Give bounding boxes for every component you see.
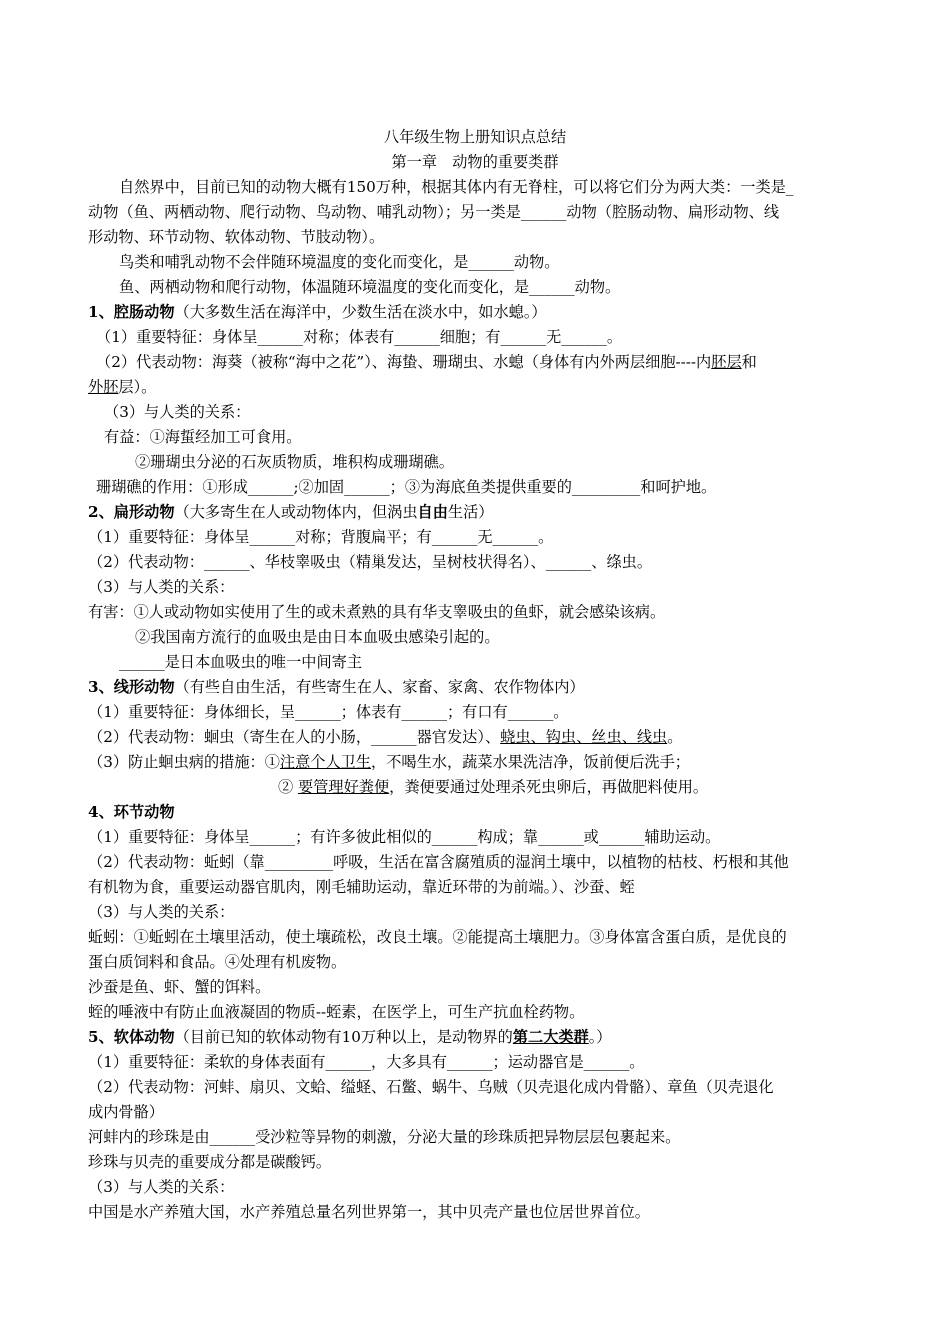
underlined-text: 蛲虫、钩虫、丝虫、线虫 [500, 728, 668, 746]
section-heading-roundworm [88, 677, 585, 697]
benefit-line: 有益：①海蜇经加工可食用。 [104, 428, 302, 446]
underlined-text: 注意个人卫生 [279, 753, 372, 771]
intro-warm-blooded: 鸟类和哺乳动物不会伴随环境温度的变化而变化，是______动物。 [119, 253, 560, 271]
feature-line: （1）重要特征：身体细长，呈______；体表有______；有口有______。 [88, 703, 569, 721]
reef-function-line: 珊瑚礁的作用：①形成______;②加固______；③为海底鱼类提供重要的_________和呵护地。 [96, 478, 717, 496]
feature-line: （1）重要特征：身体呈______对称；体表有______细胞；有______无______。 [96, 328, 623, 346]
representative-line: （2）代表动物：河蚌、扇贝、文蛤、缢蛏、石鳖、蜗牛、乌贼（贝壳退化成内骨骼）、章鱼（贝壳退化 [88, 1078, 774, 1096]
feature-line: （1）重要特征：身体呈______；有许多彼此相似的______构成；靠______或______辅助运动。 [88, 828, 721, 846]
text-span: （大多寄生在人或动物体内，但涡虫 [174, 503, 418, 521]
intro-paragraph-line: 自然界中，目前已知的动物大概有150万种，根据其体内有无脊柱，可以将它们分为两大类：一类是_ [119, 178, 794, 196]
text-span: 和 [741, 353, 757, 371]
page-title: 八年级生物上册知识点总结 [383, 128, 567, 146]
harm-line: ②我国南方流行的血吸虫是由日本血吸虫感染引起的。 [135, 628, 500, 646]
section-heading-note: （有些自由生活，有些寄生在人、家畜、家禽、农作物体内） [174, 678, 585, 696]
representative-line: （2）代表动物：蚯蚓（靠_________呼吸，生活在富含腐殖质的湿润土壤中，以植物的枯枝、朽根和其他 [88, 853, 789, 871]
text-span: 。） [588, 1028, 612, 1046]
section-heading-label: 5、软体动物 [88, 1028, 175, 1046]
sandworm-line: 沙蚕是鱼、虾、蟹的饵料。 [88, 978, 271, 996]
relation-heading: （3）与人类的关系： [104, 403, 251, 421]
section-heading-label: 2、扁形动物 [88, 503, 175, 521]
section-heading-annelid [88, 802, 175, 822]
host-line: ______是日本血吸虫的唯一中间寄主 [119, 653, 362, 671]
text-span: （3）防止蛔虫病的措施：① [88, 753, 280, 771]
pearl-line: 河蚌内的珍珠是由______受沙粒等异物的刺激，分泌大量的珍珠质把异物层层包裹起来。 [88, 1128, 681, 1146]
intro-paragraph-line: 动物（鱼、两栖动物、爬行动物、鸟动物、哺乳动物）；另一类是______动物（腔肠动物、扁形动物、线 [88, 203, 780, 221]
section-heading-cnidaria [88, 302, 547, 322]
feature-line: （1）重要特征：身体呈______对称；背腹扁平；有______无______。 [88, 528, 554, 546]
underlined-text: 要管理好粪便 [298, 778, 390, 796]
leech-line: 蛭的唾液中有防止血液凝固的物质--蛭素，在医学上，可生产抗血栓药物。 [88, 1003, 585, 1021]
chapter-title: 第一章 动物的重要类群 [391, 153, 559, 171]
intro-paragraph-line: 形动物、环节动物、软体动物、节肢动物）。 [88, 228, 385, 246]
representative-line: （2）代表动物：______、华枝睾吸虫（精巢发达，呈树枝状得名）、______、绦虫。 [88, 553, 653, 571]
text-span: （2）代表动物：海葵（被称“海中之花”）、海蛰、珊瑚虫、水螅（身体有内外两层细胞----内 [96, 353, 712, 371]
representative-line: 成内骨骼） [88, 1103, 164, 1121]
section-heading-label: 4、环节动物 [88, 803, 175, 821]
relation-heading: （3）与人类的关系： [88, 578, 235, 596]
prevention-line [88, 752, 690, 772]
text-span: ② [278, 778, 299, 796]
section-heading-mollusk [88, 1027, 612, 1047]
section-heading-label: 3、线形动物 [88, 678, 175, 696]
section-heading-note: （大多数生活在海洋中，少数生活在淡水中，如水螅。） [174, 303, 547, 321]
aquaculture-line: 中国是水产养殖大国，水产养殖总量名列世界第一，其中贝壳产量也位居世界首位。 [88, 1203, 650, 1221]
text-span: 。 [667, 728, 683, 746]
representative-line [96, 352, 757, 372]
representative-line [88, 377, 156, 397]
bold-text: 自由 [417, 503, 448, 521]
text-span: 层）。 [118, 378, 157, 396]
bold-underlined-text: 第二大类群 [512, 1028, 589, 1046]
calcium-line: 珍珠与贝壳的重要成分都是碳酸钙。 [88, 1153, 331, 1171]
underlined-text: 胚层 [711, 353, 742, 371]
underlined-text: 外胚 [88, 378, 119, 396]
intro-cold-blooded: 鱼、两栖动物和爬行动物，体温随环境温度的变化而变化，是______动物。 [119, 278, 621, 296]
text-span: （目前已知的软体动物有10万种以上，是动物界的 [174, 1028, 513, 1046]
text-span: ，粪便要通过处理杀死虫卵后，再做肥料使用。 [389, 778, 709, 796]
earthworm-line: 蛋白质饲料和食品。④处理有机废物。 [88, 953, 347, 971]
relation-heading: （3）与人类的关系： [88, 1178, 235, 1196]
text-span: ，不喝生水，蔬菜水果洗洁净，饭前便后洗手； [371, 753, 690, 771]
harm-line: 有害：①人或动物如实使用了生的或未煮熟的具有华支睾吸虫的鱼虾，就会感染该病。 [88, 603, 666, 621]
section-heading-label: 1、腔肠动物 [88, 303, 175, 321]
prevention-line [278, 777, 708, 797]
feature-line: （1）重要特征：柔软的身体表面有______，大多具有______；运动器官是______。 [88, 1053, 645, 1071]
representative-line: 有机物为食，重要运动器官肌肉，刚毛辅助运动，靠近环带的为前端。）、沙蚕、蛭 [88, 878, 635, 896]
benefit-line: ②珊瑚虫分泌的石灰质物质，堆积构成珊瑚礁。 [135, 453, 454, 471]
section-heading-flatworm [88, 502, 493, 522]
representative-line [88, 727, 682, 747]
earthworm-line: 蚯蚓：①蚯蚓在土壤里活动，使土壤疏松，改良土壤。②能提高土壤肥力。③身体富含蛋白质，是优良的 [88, 928, 787, 946]
text-span: 生活） [447, 503, 494, 521]
text-span: （2）代表动物：蛔虫（寄生在人的小肠，______器官发达）、 [88, 728, 501, 746]
relation-heading: （3）与人类的关系： [88, 903, 235, 921]
